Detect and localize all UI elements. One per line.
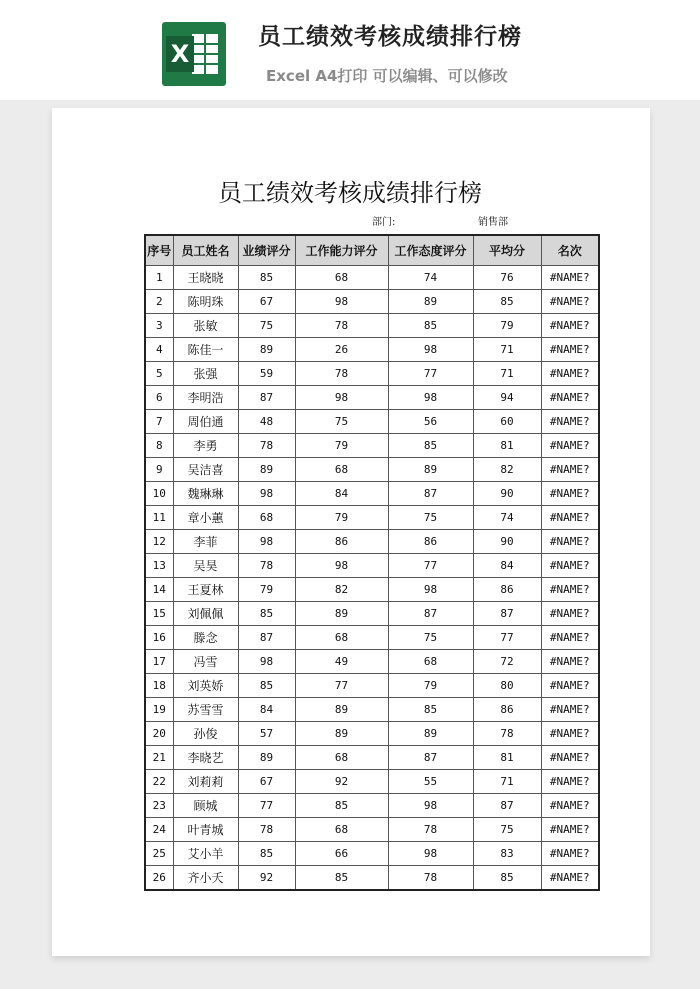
- name-cell: 陈佳一: [173, 338, 238, 362]
- average-cell: 82: [473, 458, 541, 482]
- rank-cell: #NAME?: [541, 746, 599, 770]
- attitude-cell: 85: [388, 434, 473, 458]
- rank-cell: #NAME?: [541, 722, 599, 746]
- average-cell: 78: [473, 722, 541, 746]
- index-cell: 18: [145, 674, 173, 698]
- column-header-ability: 工作能力评分: [295, 235, 388, 266]
- ability-cell: 89: [295, 602, 388, 626]
- department-label: 部门:: [372, 217, 396, 228]
- ability-cell: 75: [295, 410, 388, 434]
- index-cell: 16: [145, 626, 173, 650]
- rank-cell: #NAME?: [541, 386, 599, 410]
- rank-cell: #NAME?: [541, 794, 599, 818]
- average-cell: 76: [473, 266, 541, 290]
- attitude-cell: 86: [388, 530, 473, 554]
- rank-cell: #NAME?: [541, 290, 599, 314]
- table-row: [145, 650, 599, 674]
- rank-cell: #NAME?: [541, 266, 599, 290]
- name-cell: 王晓晓: [173, 266, 238, 290]
- average-cell: 60: [473, 410, 541, 434]
- name-cell: 张敏: [173, 314, 238, 338]
- table-row: [145, 818, 599, 842]
- rank-cell: #NAME?: [541, 866, 599, 891]
- ability-cell: 82: [295, 578, 388, 602]
- ability-cell: 98: [295, 554, 388, 578]
- name-cell: 刘佩佩: [173, 602, 238, 626]
- performance-cell: 89: [238, 338, 295, 362]
- column-header-average: 平均分: [473, 235, 541, 266]
- average-cell: 87: [473, 602, 541, 626]
- excel-logo-icon: [162, 22, 226, 86]
- performance-cell: 67: [238, 290, 295, 314]
- rank-cell: #NAME?: [541, 602, 599, 626]
- attitude-cell: 87: [388, 602, 473, 626]
- ability-cell: 98: [295, 290, 388, 314]
- table-row: [145, 842, 599, 866]
- table-row: [145, 362, 599, 386]
- performance-cell: 85: [238, 266, 295, 290]
- index-cell: 2: [145, 290, 173, 314]
- attitude-cell: 77: [388, 554, 473, 578]
- ability-cell: 78: [295, 362, 388, 386]
- average-cell: 90: [473, 530, 541, 554]
- name-cell: 吴昊: [173, 554, 238, 578]
- attitude-cell: 89: [388, 722, 473, 746]
- header-title: 员工绩效考核成绩排行榜: [258, 24, 522, 50]
- table-row: [145, 338, 599, 362]
- ability-cell: 26: [295, 338, 388, 362]
- name-cell: 周伯通: [173, 410, 238, 434]
- rank-cell: #NAME?: [541, 554, 599, 578]
- name-cell: 张强: [173, 362, 238, 386]
- table-row: [145, 770, 599, 794]
- attitude-cell: 78: [388, 818, 473, 842]
- ability-cell: 79: [295, 506, 388, 530]
- performance-cell: 89: [238, 458, 295, 482]
- rank-cell: #NAME?: [541, 410, 599, 434]
- performance-cell: 78: [238, 554, 295, 578]
- index-cell: 6: [145, 386, 173, 410]
- performance-cell: 77: [238, 794, 295, 818]
- table-row: [145, 266, 599, 290]
- name-cell: 吴洁喜: [173, 458, 238, 482]
- performance-cell: 59: [238, 362, 295, 386]
- column-header-index: 序号: [145, 235, 173, 266]
- attitude-cell: 79: [388, 674, 473, 698]
- index-cell: 21: [145, 746, 173, 770]
- average-cell: 90: [473, 482, 541, 506]
- table-row: [145, 506, 599, 530]
- rank-cell: #NAME?: [541, 434, 599, 458]
- average-cell: 75: [473, 818, 541, 842]
- attitude-cell: 74: [388, 266, 473, 290]
- index-cell: 5: [145, 362, 173, 386]
- table-row: [145, 866, 599, 891]
- performance-cell: 57: [238, 722, 295, 746]
- column-header-performance: 业绩评分: [238, 235, 295, 266]
- ability-cell: 68: [295, 626, 388, 650]
- table-row: [145, 674, 599, 698]
- attitude-cell: 78: [388, 866, 473, 891]
- average-cell: 84: [473, 554, 541, 578]
- average-cell: 72: [473, 650, 541, 674]
- average-cell: 77: [473, 626, 541, 650]
- ability-cell: 77: [295, 674, 388, 698]
- index-cell: 9: [145, 458, 173, 482]
- table-row: [145, 290, 599, 314]
- attitude-cell: 98: [388, 578, 473, 602]
- performance-cell: 98: [238, 482, 295, 506]
- ability-cell: 84: [295, 482, 388, 506]
- name-cell: 冯雪: [173, 650, 238, 674]
- performance-cell: 87: [238, 386, 295, 410]
- attitude-cell: 55: [388, 770, 473, 794]
- table-row: [145, 314, 599, 338]
- name-cell: 苏雪雪: [173, 698, 238, 722]
- index-cell: 17: [145, 650, 173, 674]
- table-header-row: [145, 235, 599, 266]
- name-cell: 刘英娇: [173, 674, 238, 698]
- name-cell: 滕念: [173, 626, 238, 650]
- performance-cell: 87: [238, 626, 295, 650]
- performance-cell: 92: [238, 866, 295, 891]
- index-cell: 1: [145, 266, 173, 290]
- attitude-cell: 87: [388, 482, 473, 506]
- average-cell: 81: [473, 746, 541, 770]
- name-cell: 章小蕙: [173, 506, 238, 530]
- attitude-cell: 75: [388, 626, 473, 650]
- average-cell: 81: [473, 434, 541, 458]
- performance-cell: 75: [238, 314, 295, 338]
- performance-cell: 89: [238, 746, 295, 770]
- average-cell: 85: [473, 866, 541, 891]
- performance-cell: 78: [238, 434, 295, 458]
- average-cell: 80: [473, 674, 541, 698]
- table-row: [145, 410, 599, 434]
- name-cell: 刘莉莉: [173, 770, 238, 794]
- index-cell: 26: [145, 866, 173, 891]
- attitude-cell: 89: [388, 458, 473, 482]
- ability-cell: 68: [295, 266, 388, 290]
- index-cell: 3: [145, 314, 173, 338]
- rank-cell: #NAME?: [541, 578, 599, 602]
- attitude-cell: 98: [388, 794, 473, 818]
- performance-cell: 68: [238, 506, 295, 530]
- attitude-cell: 77: [388, 362, 473, 386]
- rank-cell: #NAME?: [541, 842, 599, 866]
- attitude-cell: 87: [388, 746, 473, 770]
- index-cell: 15: [145, 602, 173, 626]
- name-cell: 齐小夭: [173, 866, 238, 891]
- ranking-table: [144, 234, 600, 891]
- header-subtitle: Excel A4打印 可以编辑、可以修改: [266, 67, 508, 85]
- ability-cell: 89: [295, 722, 388, 746]
- column-header-name: 员工姓名: [173, 235, 238, 266]
- performance-cell: 79: [238, 578, 295, 602]
- ability-cell: 98: [295, 386, 388, 410]
- ability-cell: 68: [295, 458, 388, 482]
- rank-cell: #NAME?: [541, 650, 599, 674]
- rank-cell: #NAME?: [541, 362, 599, 386]
- index-cell: 13: [145, 554, 173, 578]
- performance-cell: 98: [238, 530, 295, 554]
- table-row: [145, 746, 599, 770]
- table-row: [145, 530, 599, 554]
- ability-cell: 68: [295, 746, 388, 770]
- average-cell: 83: [473, 842, 541, 866]
- attitude-cell: 75: [388, 506, 473, 530]
- index-cell: 22: [145, 770, 173, 794]
- index-cell: 10: [145, 482, 173, 506]
- ability-cell: 79: [295, 434, 388, 458]
- performance-cell: 78: [238, 818, 295, 842]
- average-cell: 87: [473, 794, 541, 818]
- ability-cell: 66: [295, 842, 388, 866]
- name-cell: 顾城: [173, 794, 238, 818]
- performance-cell: 98: [238, 650, 295, 674]
- table-row: [145, 482, 599, 506]
- table-row: [145, 698, 599, 722]
- table-row: [145, 602, 599, 626]
- rank-cell: #NAME?: [541, 314, 599, 338]
- ability-cell: 89: [295, 698, 388, 722]
- ability-cell: 92: [295, 770, 388, 794]
- column-header-rank: 名次: [541, 235, 599, 266]
- table-row: [145, 554, 599, 578]
- table-row: [145, 458, 599, 482]
- rank-cell: #NAME?: [541, 482, 599, 506]
- column-header-attitude: 工作态度评分: [388, 235, 473, 266]
- name-cell: 艾小羊: [173, 842, 238, 866]
- average-cell: 86: [473, 578, 541, 602]
- ability-cell: 85: [295, 794, 388, 818]
- rank-cell: #NAME?: [541, 674, 599, 698]
- rank-cell: #NAME?: [541, 698, 599, 722]
- rank-cell: #NAME?: [541, 626, 599, 650]
- performance-cell: 67: [238, 770, 295, 794]
- table-row: [145, 794, 599, 818]
- ability-cell: 85: [295, 866, 388, 891]
- index-cell: 12: [145, 530, 173, 554]
- performance-cell: 85: [238, 602, 295, 626]
- department-value: 销售部: [478, 217, 508, 228]
- average-cell: 79: [473, 314, 541, 338]
- name-cell: 王夏林: [173, 578, 238, 602]
- index-cell: 19: [145, 698, 173, 722]
- performance-cell: 85: [238, 842, 295, 866]
- average-cell: 85: [473, 290, 541, 314]
- table-row: [145, 386, 599, 410]
- ability-cell: 78: [295, 314, 388, 338]
- rank-cell: #NAME?: [541, 506, 599, 530]
- rank-cell: #NAME?: [541, 818, 599, 842]
- ability-cell: 86: [295, 530, 388, 554]
- index-cell: 11: [145, 506, 173, 530]
- name-cell: 魏琳琳: [173, 482, 238, 506]
- attitude-cell: 85: [388, 314, 473, 338]
- name-cell: 李晓艺: [173, 746, 238, 770]
- performance-cell: 85: [238, 674, 295, 698]
- table-row: [145, 626, 599, 650]
- name-cell: 李勇: [173, 434, 238, 458]
- attitude-cell: 85: [388, 698, 473, 722]
- performance-cell: 84: [238, 698, 295, 722]
- index-cell: 23: [145, 794, 173, 818]
- index-cell: 24: [145, 818, 173, 842]
- name-cell: 陈明珠: [173, 290, 238, 314]
- name-cell: 李菲: [173, 530, 238, 554]
- ability-cell: 68: [295, 818, 388, 842]
- index-cell: 14: [145, 578, 173, 602]
- header-banner: [0, 0, 700, 100]
- performance-cell: 48: [238, 410, 295, 434]
- ability-cell: 49: [295, 650, 388, 674]
- average-cell: 86: [473, 698, 541, 722]
- attitude-cell: 98: [388, 338, 473, 362]
- table-row: [145, 578, 599, 602]
- rank-cell: #NAME?: [541, 770, 599, 794]
- average-cell: 71: [473, 362, 541, 386]
- attitude-cell: 56: [388, 410, 473, 434]
- rank-cell: #NAME?: [541, 530, 599, 554]
- attitude-cell: 68: [388, 650, 473, 674]
- rank-cell: #NAME?: [541, 458, 599, 482]
- table-row: [145, 434, 599, 458]
- index-cell: 4: [145, 338, 173, 362]
- average-cell: 74: [473, 506, 541, 530]
- name-cell: 李明浩: [173, 386, 238, 410]
- attitude-cell: 89: [388, 290, 473, 314]
- average-cell: 71: [473, 770, 541, 794]
- name-cell: 孙俊: [173, 722, 238, 746]
- name-cell: 叶青城: [173, 818, 238, 842]
- average-cell: 71: [473, 338, 541, 362]
- rank-cell: #NAME?: [541, 338, 599, 362]
- table-row: [145, 722, 599, 746]
- index-cell: 20: [145, 722, 173, 746]
- index-cell: 8: [145, 434, 173, 458]
- average-cell: 94: [473, 386, 541, 410]
- index-cell: 7: [145, 410, 173, 434]
- excel-letter: X: [166, 36, 194, 72]
- document-title: 员工绩效考核成绩排行榜: [218, 179, 482, 207]
- index-cell: 25: [145, 842, 173, 866]
- spreadsheet-grid-icon: [192, 34, 218, 74]
- attitude-cell: 98: [388, 386, 473, 410]
- attitude-cell: 98: [388, 842, 473, 866]
